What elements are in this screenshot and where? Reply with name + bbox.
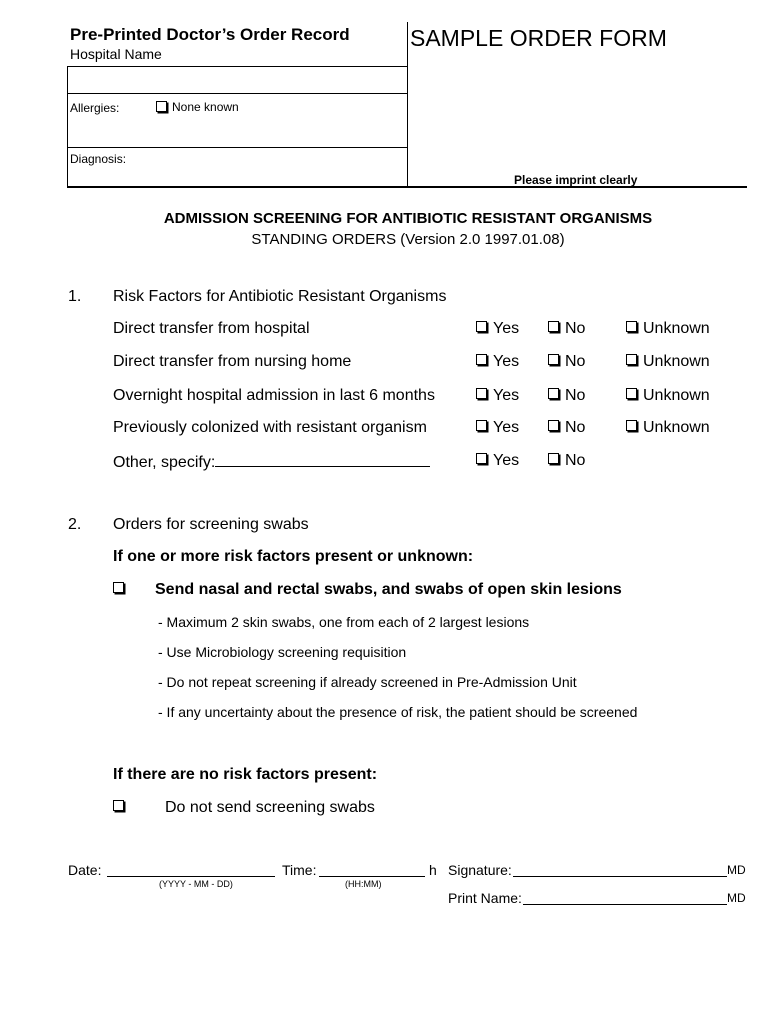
instruction-bullet: - If any uncertainty about the presence of risk, the patient should be screened (158, 704, 638, 720)
yes-option[interactable] (476, 353, 519, 371)
risk-factor-label: Direct transfer from nursing home (113, 353, 352, 370)
header-bottom-border (67, 186, 747, 188)
signature-label: Signature: (448, 862, 512, 878)
section2-number: 2. (68, 516, 82, 533)
no-checkbox[interactable] (548, 453, 559, 464)
no-option[interactable] (548, 353, 585, 371)
unknown-label: Unknown (643, 387, 710, 404)
hospital-name-field-bottom (67, 93, 408, 94)
send-swabs-checkbox[interactable] (113, 582, 124, 593)
unknown-checkbox[interactable] (626, 420, 637, 431)
hospital-name-label: Hospital Name (70, 46, 162, 62)
risk-factor-label: Overnight hospital admission in last 6 months (113, 387, 435, 404)
header-divider (407, 22, 408, 188)
yes-checkbox[interactable] (476, 321, 487, 332)
risk-factor-label: Direct transfer from hospital (113, 320, 310, 337)
other-specify-field[interactable] (215, 452, 430, 467)
no-label: No (565, 419, 586, 436)
print-name-md-suffix: MD (727, 891, 746, 905)
unknown-option[interactable] (626, 387, 710, 405)
yes-label: Yes (493, 320, 520, 337)
no-option[interactable] (548, 419, 585, 437)
hospital-name-field[interactable] (68, 67, 406, 93)
unknown-label: Unknown (643, 419, 710, 436)
diagnosis-label: Diagnosis: (70, 152, 127, 166)
risk-factor-label: Previously colonized with resistant organism (113, 419, 427, 436)
unknown-option[interactable] (626, 419, 710, 437)
yes-checkbox[interactable] (476, 354, 487, 365)
signature-field[interactable] (513, 876, 727, 877)
no-option[interactable] (548, 320, 585, 338)
yes-label: Yes (493, 452, 520, 469)
if-risk-present-heading: If one or more risk factors present or unknown: (113, 548, 474, 565)
unknown-checkbox[interactable] (626, 321, 637, 332)
none-known-option[interactable] (156, 100, 239, 114)
unknown-option[interactable] (626, 320, 710, 338)
instruction-bullet: - Maximum 2 skin swabs, one from each of 2 largest lesions (158, 614, 530, 630)
allergies-label: Allergies: (70, 101, 120, 115)
unknown-label: Unknown (643, 353, 710, 370)
no-checkbox[interactable] (548, 321, 559, 332)
yes-label: Yes (493, 419, 520, 436)
no-checkbox[interactable] (548, 420, 559, 431)
no-checkbox[interactable] (548, 354, 559, 365)
document-subtitle: STANDING ORDERS (Version 2.0 1997.01.08) (251, 231, 565, 248)
imprint-note: Please imprint clearly (514, 173, 638, 187)
instruction-bullet: - Do not repeat screening if already screened in Pre-Admission Unit (158, 674, 577, 690)
yes-option[interactable] (476, 320, 519, 338)
yes-label: Yes (493, 353, 520, 370)
section1-number: 1. (68, 288, 82, 305)
diagnosis-field[interactable] (68, 148, 406, 185)
signature-md-suffix: MD (727, 863, 746, 877)
time-suffix: h (429, 862, 437, 878)
section1-heading: Risk Factors for Antibiotic Resistant Organisms (113, 288, 447, 305)
yes-option[interactable] (476, 419, 519, 437)
send-swabs-option[interactable] (113, 581, 622, 599)
yes-option[interactable] (476, 387, 519, 405)
instruction-bullet: - Use Microbiology screening requisition (158, 644, 407, 660)
yes-checkbox[interactable] (476, 453, 487, 464)
sample-order-form-label: SAMPLE ORDER FORM (410, 25, 667, 51)
other-specify-label: Other, specify: (113, 454, 216, 471)
print-name-field[interactable] (523, 904, 727, 905)
unknown-label: Unknown (643, 320, 710, 337)
none-known-checkbox[interactable] (156, 101, 167, 112)
risk-factor-label (113, 452, 430, 472)
no-label: No (565, 353, 586, 370)
do-not-send-checkbox[interactable] (113, 800, 124, 811)
section2-heading: Orders for screening swabs (113, 516, 309, 533)
document-title: ADMISSION SCREENING FOR ANTIBIOTIC RESISTANT ORGANISMS (163, 210, 653, 227)
no-option[interactable] (548, 387, 585, 405)
do-not-send-label: Do not send screening swabs (165, 799, 375, 816)
yes-checkbox[interactable] (476, 388, 487, 399)
unknown-checkbox[interactable] (626, 388, 637, 399)
no-checkbox[interactable] (548, 388, 559, 399)
date-field[interactable] (107, 876, 275, 877)
time-label: Time: (282, 862, 317, 878)
form-title: Pre-Printed Doctor’s Order Record (70, 25, 350, 44)
no-label: No (565, 320, 586, 337)
date-label: Date: (68, 862, 102, 878)
yes-label: Yes (493, 387, 520, 404)
yes-option[interactable] (476, 452, 519, 470)
do-not-send-option[interactable] (113, 799, 375, 817)
unknown-checkbox[interactable] (626, 354, 637, 365)
yes-checkbox[interactable] (476, 420, 487, 431)
time-format-hint: (HH:MM) (345, 879, 382, 889)
date-format-hint: (YYYY - MM - DD) (159, 879, 233, 889)
no-label: No (565, 452, 586, 469)
none-known-label: None known (172, 100, 239, 114)
send-swabs-label: Send nasal and rectal swabs, and swabs of open skin lesions (155, 581, 622, 598)
unknown-option[interactable] (626, 353, 710, 371)
if-no-risk-heading: If there are no risk factors present: (113, 766, 378, 783)
time-field[interactable] (319, 876, 425, 877)
no-option[interactable] (548, 452, 585, 470)
print-name-label: Print Name: (448, 890, 522, 906)
no-label: No (565, 387, 586, 404)
